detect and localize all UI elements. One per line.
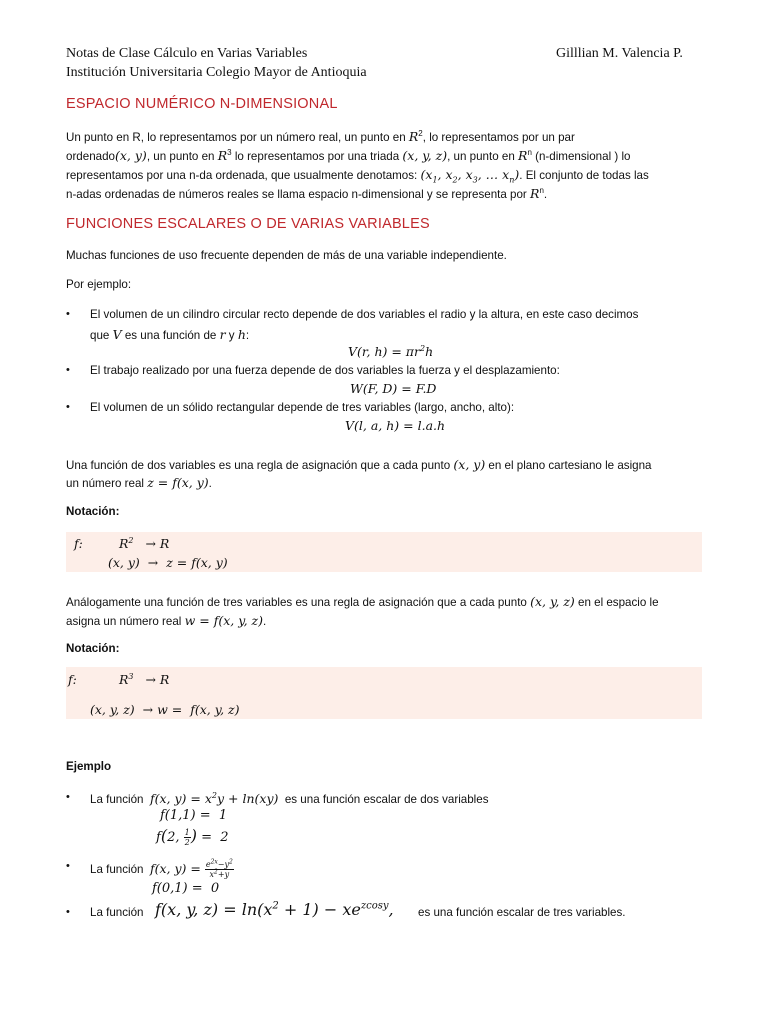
example-line: La función f(x, $y) = x^2y + \ln(xy)$ es una función escalar de dos variables: [90, 790, 489, 806]
paragraph-line: asigna un número real w = f(x, y, z).: [66, 613, 267, 628]
notation-f: f:: [74, 536, 83, 551]
header-course-title: Notas de Clase Cálculo en Varias Variables: [66, 46, 308, 61]
section-heading-funciones: FUNCIONES ESCALARES O DE VARIAS VARIABLES: [66, 216, 430, 232]
paragraph-line: Análogamente una función de tres variables es una regla de asignación que a cada punto (x, y, z) en el espacio le: [66, 594, 659, 609]
notation-mapping: (x, y) → z = f(x, y): [108, 555, 228, 570]
paragraph-line: Una función de dos variables es una regla de asignación que a cada punto (x, y) en el plano cartesiano le asigna: [66, 457, 652, 472]
paragraph-line: un número real z = f(x, y).: [66, 475, 212, 490]
bullet-text: El trabajo realizado por una fuerza depende de dos variables la fuerza y el desplazamiento:: [90, 364, 560, 377]
bullet-icon: •: [66, 906, 70, 918]
example-value: f(0,1) = 0: [152, 881, 220, 896]
paragraph-line: representamos por una n-da ordenada, que usualmente denotamos: ($x_1$, $x_2$, $x_3$, … $x_n$). El conjunto de todas las: [66, 167, 649, 185]
formula-cylinder: V(r, $h) = \pi r^2h$: [348, 343, 434, 359]
example-heading: Ejemplo: [66, 760, 112, 773]
example-formula-large: f(x, y, $z) = \ln(x^2 + 1) - xe^{zcosy}$,: [155, 900, 394, 919]
por-ejemplo-label: Por ejemplo:: [66, 278, 132, 291]
bullet-icon: •: [66, 364, 70, 376]
example-line: La función f(x, y) = $\frac{e^{2x}-y^2}{x^2+y}$: [90, 858, 233, 879]
example-tail: es una función escalar de tres variables.: [418, 906, 626, 919]
bullet-icon: •: [66, 401, 70, 413]
bullet-text: El volumen de un sólido rectangular depende de tres variables (largo, ancho, alto):: [90, 401, 515, 414]
example-label: La función: [90, 906, 144, 919]
paragraph-line: n-adas ordenadas de números reales se llama espacio n-dimensional y se representa por $R^n$.: [66, 186, 548, 201]
header-institution: Institución Universitaria Colegio Mayor de Antioquia: [66, 65, 367, 80]
notation-f: f:: [68, 672, 77, 687]
paragraph-line: ordenado(x, y), un punto en $R^3$ lo representamos por una triada (x, y, z), un punto en $R^n$ (n-dimensional ) lo: [66, 148, 631, 163]
bullet-icon: •: [66, 860, 70, 872]
paragraph-intro: Muchas funciones de uso frecuente dependen de más de una variable independiente.: [66, 249, 507, 262]
notation-mapping: (x, y, z) → w = f(x, y, z): [90, 702, 240, 717]
bullet-icon: •: [66, 308, 70, 320]
notation-label: Notación:: [66, 642, 120, 655]
bullet-icon: •: [66, 791, 70, 803]
example-value: f(1,1) = 1: [160, 808, 228, 823]
formula-work: W(F, D) = F.D: [350, 381, 437, 396]
bullet-text: que V es una función de r y h:: [90, 327, 250, 342]
section-heading-espacio: ESPACIO NUMÉRICO N-DIMENSIONAL: [66, 96, 338, 112]
notation-domain: $R^3$ → R: [119, 671, 170, 687]
notation-domain: $R^2$ → R: [119, 535, 170, 551]
example-value: f(2, $\frac{1}{2}$ ) = 2: [156, 826, 229, 847]
header-author: Gilllian M. Valencia P.: [556, 46, 683, 61]
bullet-text: El volumen de un cilindro circular recto depende de dos variables el radio y la altura, en este caso decimos: [90, 308, 639, 321]
notation-label: Notación:: [66, 505, 120, 518]
formula-volume: V(l, a, h) = l.a.h: [345, 418, 446, 433]
paragraph-line: Un punto en R, lo representamos por un número real, un punto en $R^2$, lo representamos por un par: [66, 129, 575, 144]
